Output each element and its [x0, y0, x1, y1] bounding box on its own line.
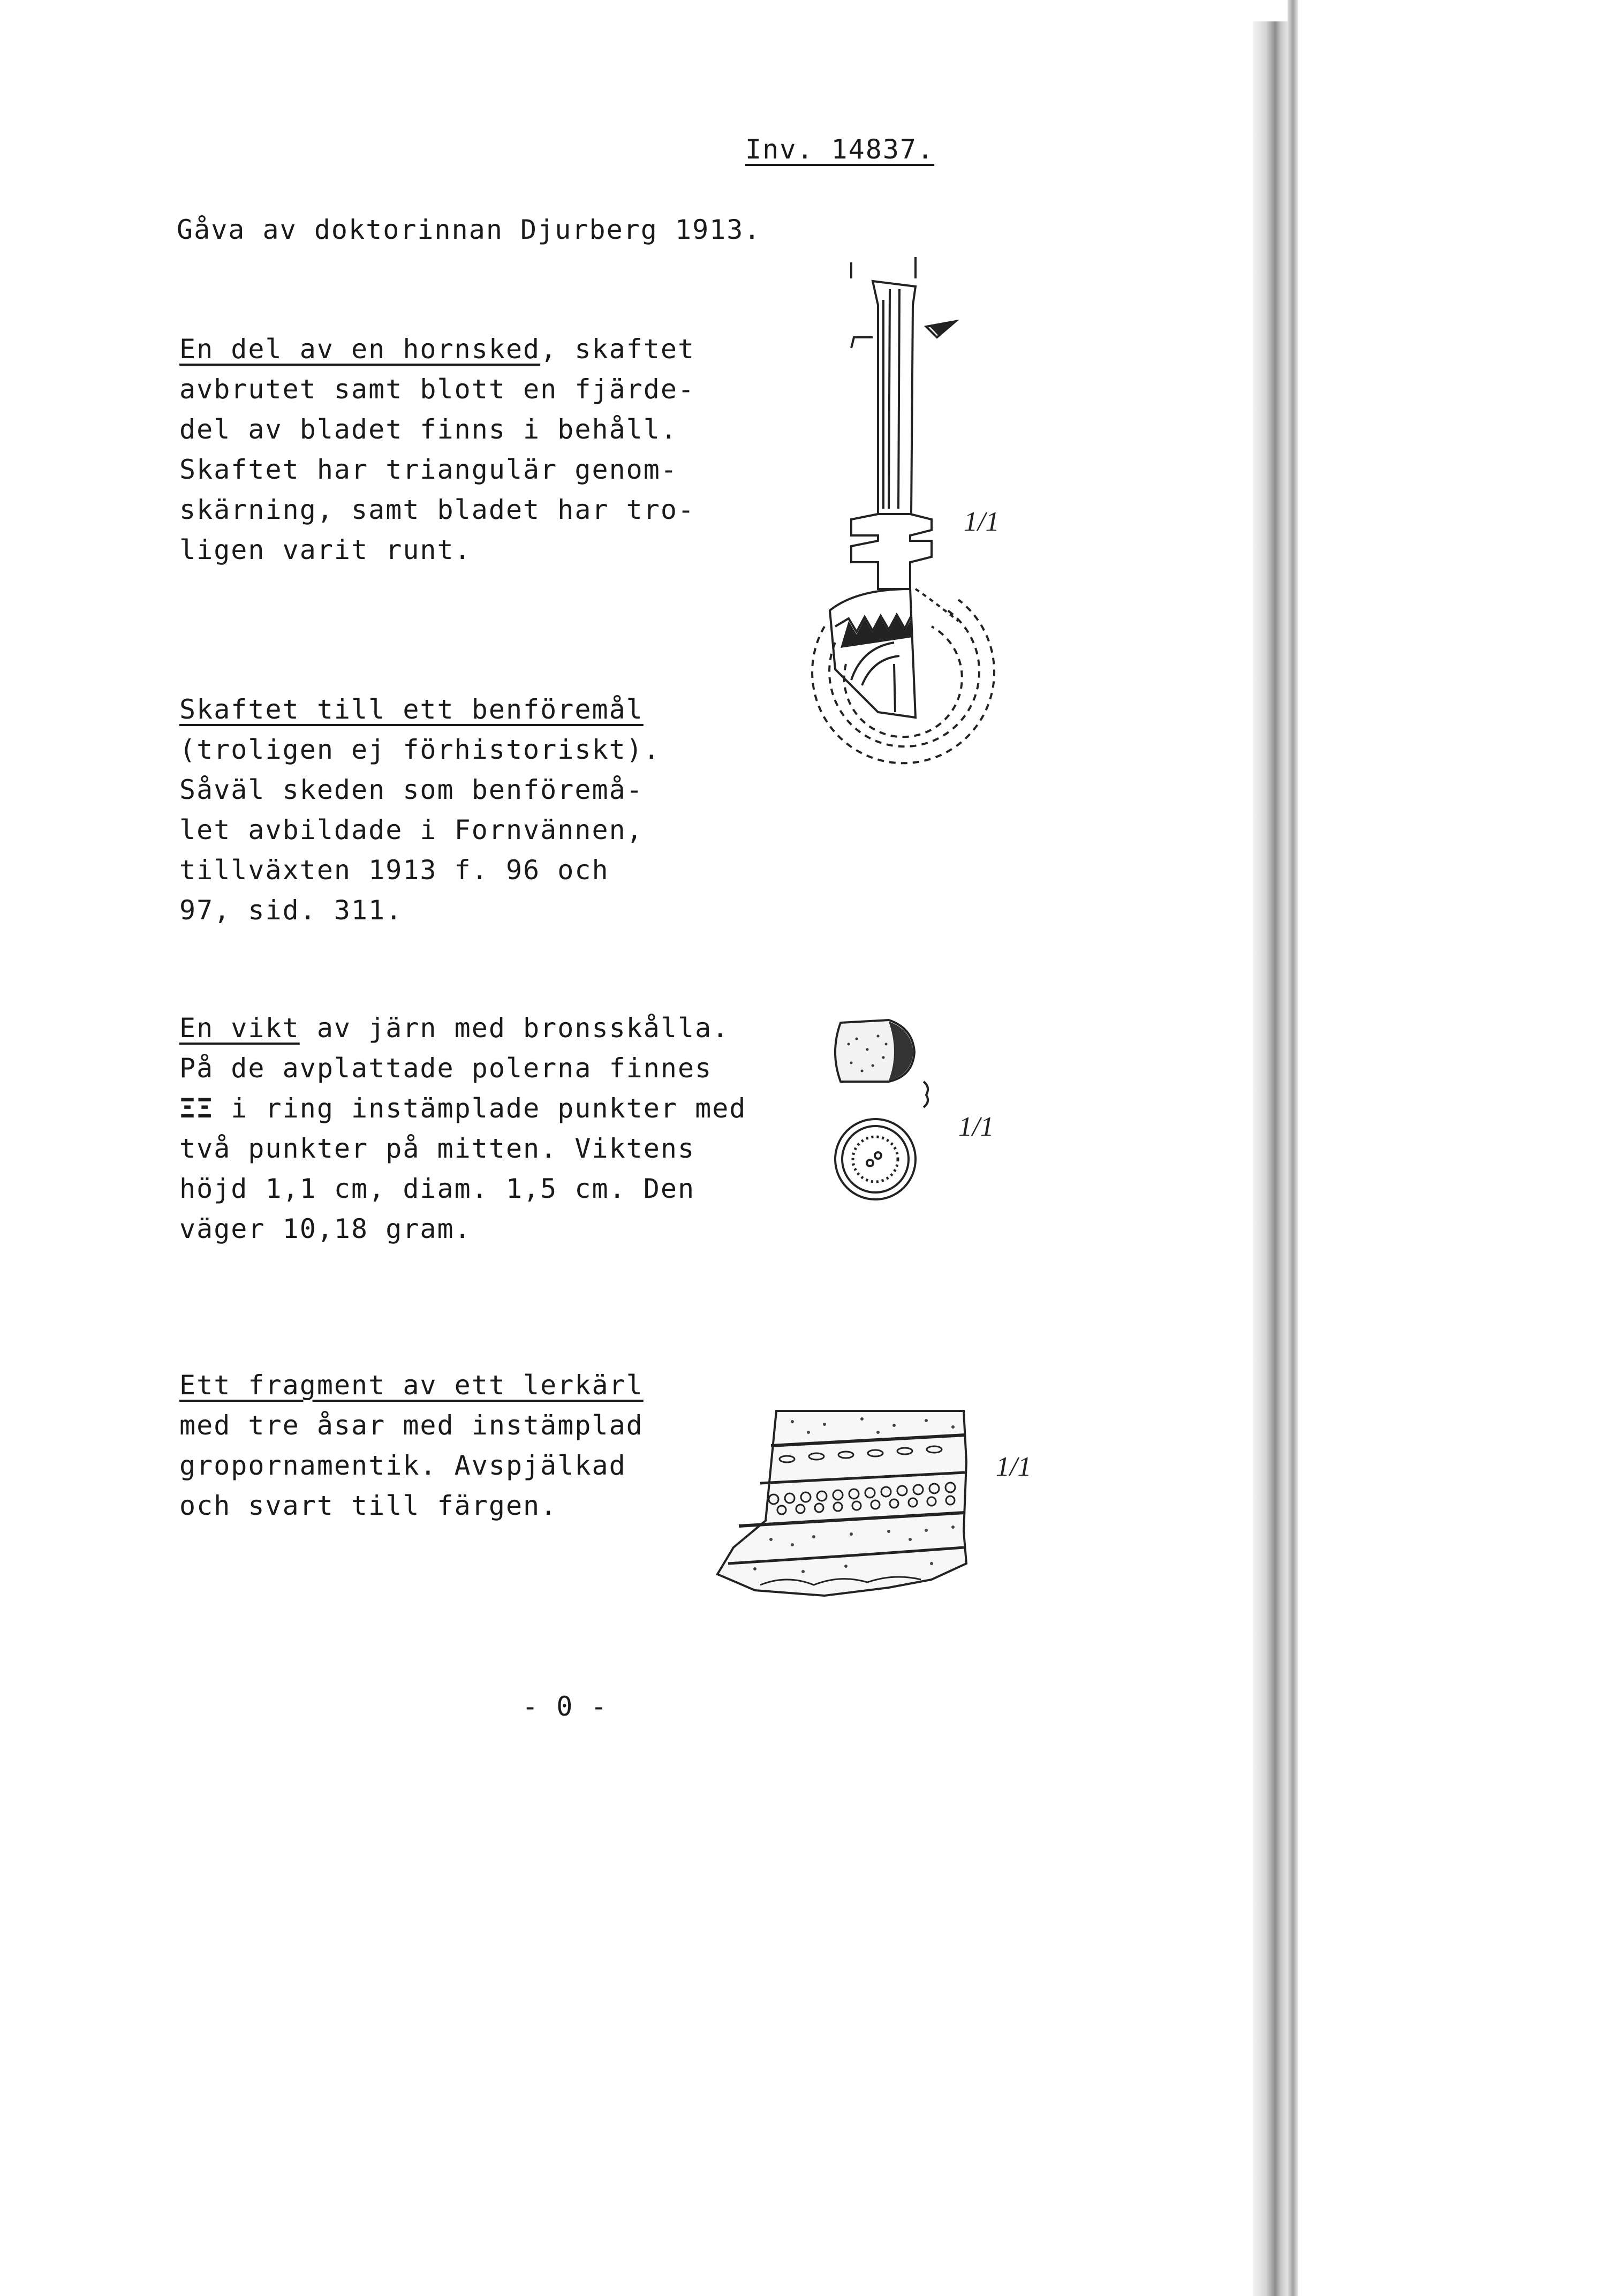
item-text-line: På de avplattade polerna finnes — [179, 1053, 713, 1084]
scale-label: 1/1 — [958, 1112, 994, 1142]
item-text-line — [179, 1008, 729, 1048]
item-text-line — [179, 329, 695, 369]
item-text-line: med tre åsar med instämplad — [179, 1410, 644, 1441]
item-text-line: gropornamentik. Avspjälkad — [179, 1450, 626, 1481]
struck-out-characters: ΞΞ — [179, 1093, 214, 1124]
scale-label: 1/1 — [996, 1452, 1032, 1482]
item-text-segment: , skaftet — [540, 334, 695, 365]
item-text-line — [179, 1089, 746, 1129]
inventory-number: Inv. 14837. — [745, 134, 935, 165]
item-text-line: höjd 1,1 cm, diam. 1,5 cm. Den — [179, 1173, 695, 1204]
item-text-line: avbrutet samt blott en fjärde- — [179, 374, 695, 405]
item-title: En vikt — [179, 1013, 300, 1044]
item-text-segment: i ring instämplade punkter med — [214, 1093, 747, 1124]
item-title: En del av en hornsked — [179, 334, 541, 365]
item-text-line: (troligen ej förhistoriskt). — [179, 734, 661, 765]
item-title: Ett fragment av ett lerkärl — [179, 1370, 644, 1401]
item-text-line: del av bladet finns i behåll. — [179, 414, 678, 445]
item-text-line: let avbildade i Fornvännen, — [179, 814, 644, 845]
scale-label: 1/1 — [964, 507, 1000, 537]
donation-line: Gåva av doktorinnan Djurberg 1913. — [177, 214, 761, 245]
book-binding-shadow — [1253, 21, 1290, 2296]
item-text-line: 97, sid. 311. — [179, 895, 403, 926]
item-text-line: Skaftet har triangulär genom- — [179, 454, 678, 485]
item-text-line: Såväl skeden som benföremå- — [179, 774, 644, 805]
book-binding-edge — [1288, 0, 1298, 2296]
item-text-line: väger 10,18 gram. — [179, 1213, 472, 1244]
item-text-line: två punkter på mitten. Viktens — [179, 1133, 695, 1164]
horn-spoon-drawing — [771, 257, 996, 825]
item-title: Skaftet till ett benföremål — [179, 694, 644, 725]
item-text-line: skärning, samt bladet har tro- — [179, 494, 695, 525]
item-text-line: ligen varit runt. — [179, 534, 472, 565]
page-number: - 0 - — [522, 1691, 608, 1722]
item-text-line: och svart till färgen. — [179, 1490, 558, 1521]
pottery-fragment-drawing — [707, 1403, 974, 1601]
weight-drawing — [824, 1012, 953, 1215]
item-text-line: tillväxten 1913 f. 96 och — [179, 855, 609, 886]
item-text-segment: av järn med bronsskålla. — [299, 1013, 730, 1044]
